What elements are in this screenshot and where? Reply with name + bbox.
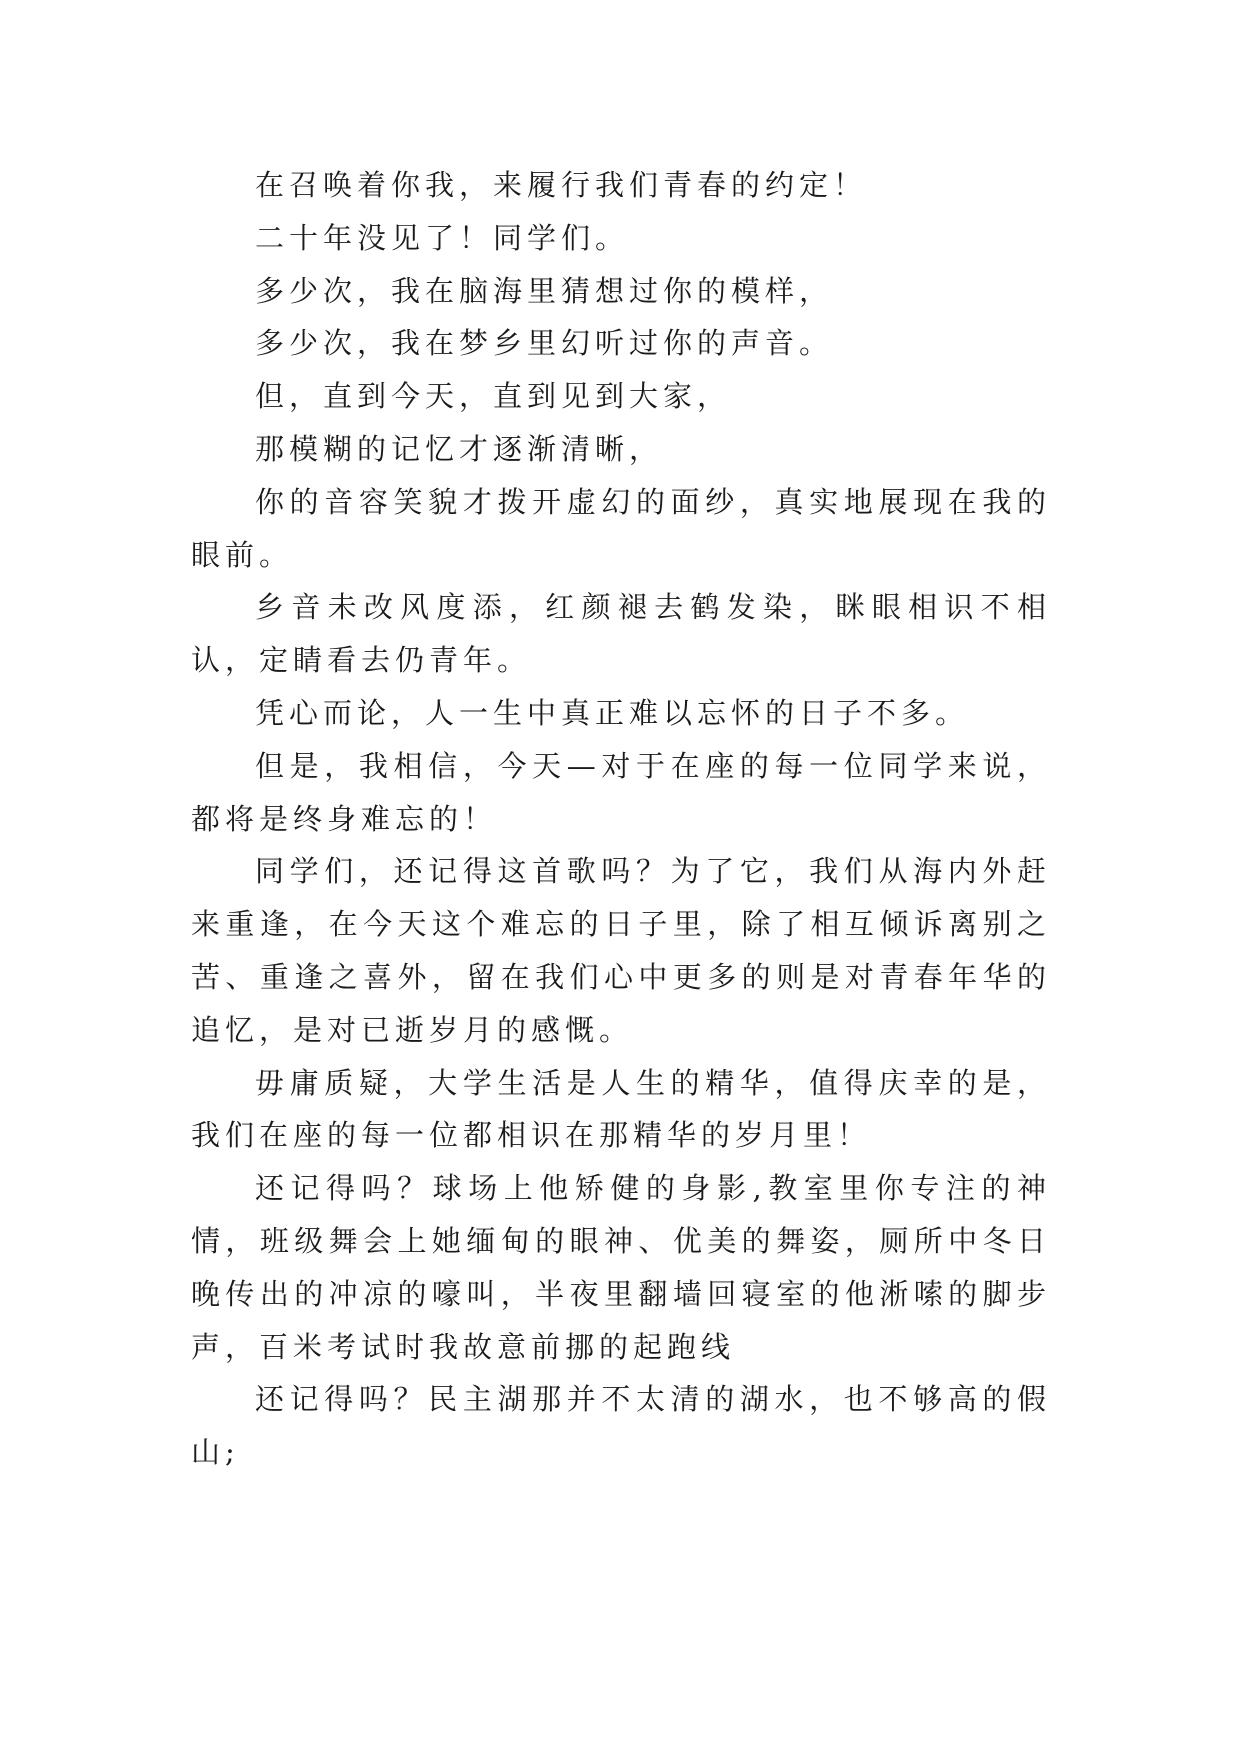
document-body bbox=[191, 159, 1051, 1479]
paragraph: 多少次，我在脑海里猜想过你的模样， bbox=[255, 273, 834, 308]
paragraph: 但，直到今天，直到见到大家， bbox=[255, 379, 732, 414]
paragraph: 你的音容笑貌才拨开虚幻的面纱，真实地展现在我的眼前。 bbox=[191, 484, 1051, 572]
paragraph: 在召唤着你我，来履行我们青春的约定！ bbox=[255, 168, 868, 202]
paragraph: 多少次，我在梦乡里幻听过你的声音。 bbox=[255, 326, 834, 361]
paragraph: 还记得吗？民主湖那并不太清的湖水，也不够高的假山; bbox=[191, 1382, 1051, 1470]
paragraph: 凭心而论，人一生中真正难以忘怀的日子不多。 bbox=[255, 695, 970, 730]
paragraph: 二十年没见了！同学们。 bbox=[255, 220, 630, 255]
paragraph: 但是，我相信，今天—对于在座的每一位同学来说，都将是终身难忘的！ bbox=[191, 748, 1051, 836]
paragraph: 乡音未改风度添，红颜褪去鹤发染，眯眼相识不相认，定睛看去仍青年。 bbox=[191, 590, 1051, 678]
paragraph: 还记得吗？球场上他矫健的身影,教室里你专注的神情，班级舞会上她缅甸的眼神、优美的舞姿，厕所中冬日晚传出的冲凉的嚎叫，半夜里翻墙回寝室的他淅嗦的脚步声，百米考试时我故意前挪的起跑线 bbox=[191, 1171, 1051, 1364]
paragraph: 那模糊的记忆才逐渐清晰， bbox=[255, 431, 664, 466]
paragraph: 毋庸质疑，大学生活是人生的精华，值得庆幸的是，我们在座的每一位都相识在那精华的岁月里！ bbox=[191, 1065, 1051, 1153]
paragraph: 同学们，还记得这首歌吗？为了它，我们从海内外赶来重逢，在今天这个难忘的日子里，除了相互倾诉离别之苦、重逢之喜外，留在我们心中更多的则是对青春年华的追忆，是对已逝岁月的感慨。 bbox=[191, 854, 1051, 1047]
